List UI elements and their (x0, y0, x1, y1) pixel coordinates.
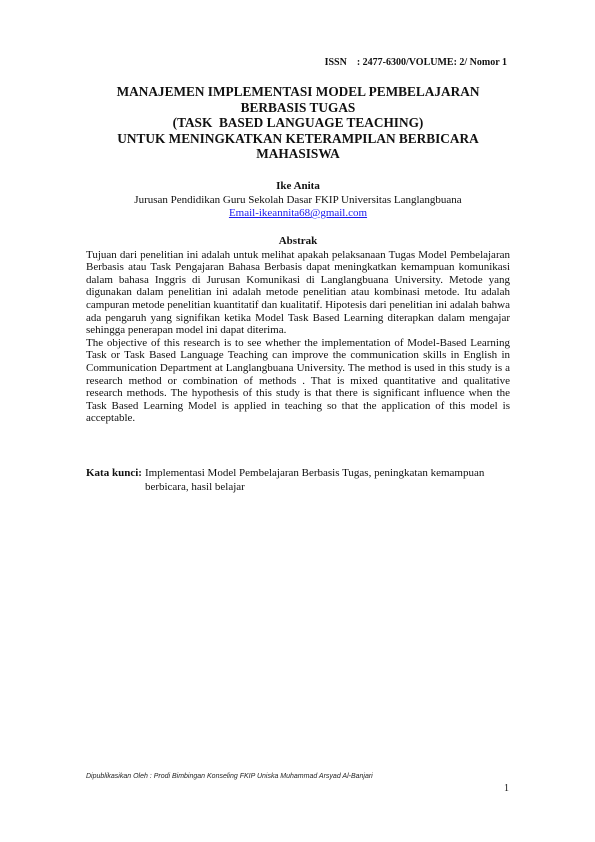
keywords-text: Implementasi Model Pembelajaran Berbasis Tugas, peningkatan kemampuan berbicara, hasil belajar (144, 467, 485, 493)
publisher-footer: Dipublikasikan Oleh : Prodi Bimbingan Konseling FKIP Uniska Muhammad Arsyad Al-Banjari (86, 773, 373, 780)
author-name: Ike Anita (276, 180, 320, 192)
paper-title (86, 84, 510, 162)
author-affiliation: Jurusan Pendidikan Guru Sekolah Dasar FKIP Universitas Langlangbuana (134, 193, 462, 206)
author-block (86, 180, 510, 221)
issn-volume-header: ISSN : 2477-6300/VOLUME: 2/ Nomor 1 (324, 57, 507, 68)
title-line: UNTUK MENINGKATKAN KETERAMPILAN BERBICARA (117, 130, 479, 146)
keywords-label: Kata kunci: (86, 467, 142, 479)
abstract-heading: Abstrak (278, 235, 318, 247)
abstract-paragraph-indonesian: Tujuan dari penelitian ini adalah untuk melihat apakah pelaksanaan Tugas Model Pembelajaran Berbasis atau Task Pengajaran Bahasa Berbasis dapat meningkatkan kemampuan komunikasi dalam bahasa Inggris di Jurusan Komunikasi di Langlangbuana University. Metode yang digunakan dalam penelitian ini adalah metode penelitian atau kombinasi metode. Itu adalah campuran metode penelitian kuantitatif dan kualitatif. Hipotesis dari penelitian ini adalah bahwa ada pengaruh yang signifikan ketika Model Task Based Learning diterapkan dalam mengajar sehingga penerapan model ini dapat diterima. (86, 248, 510, 337)
page-number: 1 (504, 783, 509, 794)
abstract-section (86, 235, 510, 425)
title-line: BERBASIS TUGAS (240, 99, 356, 115)
title-line: MANAJEMEN IMPLEMENTASI MODEL PEMBELAJARAN (116, 84, 480, 99)
title-line: (TASK BASED LANGUAGE TEACHING) (172, 115, 424, 130)
author-email-link[interactable]: Email-ikeannita68@gmail.com (228, 207, 368, 219)
keywords-section (86, 466, 510, 494)
title-line: MAHASISWA (256, 146, 340, 161)
abstract-paragraph-english: The objective of this research is to see whether the implementation of Model-Based Learning Task or Task Based Language Teaching can improve the communication skills in English in Communication Department at Langlangbuana University. The method is used in this study is a research method or combination of methods . That is mixed quantitative and qualitative research methods. The hypothesis of this study is that there is significant influence when the Task Based Learning Model is applied in teaching so that the application of this model is acceptable. (86, 336, 510, 425)
